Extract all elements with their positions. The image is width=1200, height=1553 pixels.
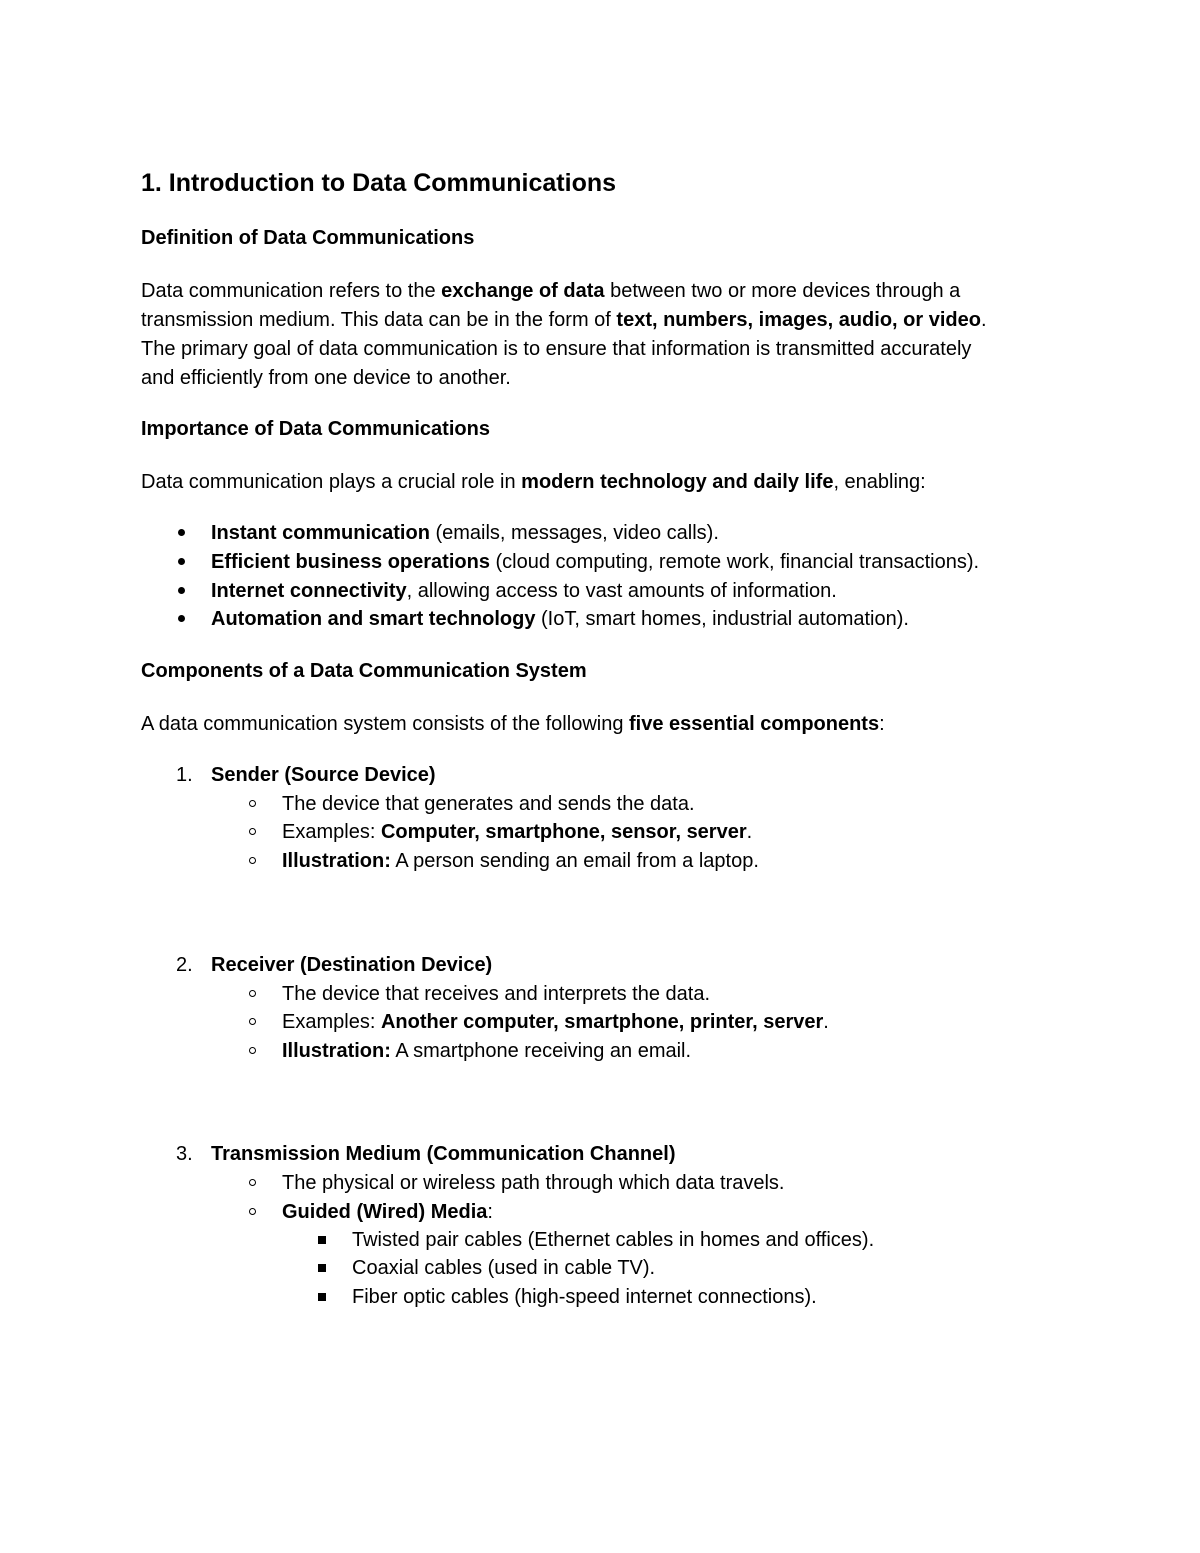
component-title: Receiver (Destination Device)	[211, 954, 493, 976]
importance-heading: Importance of Data Communications	[141, 418, 490, 440]
page-title: 1. Introduction to Data Communications	[141, 169, 617, 197]
circle-bullet-icon	[249, 1018, 256, 1025]
bullet-icon	[178, 587, 185, 594]
importance-bullet: Internet connectivity, allowing access to vast amounts of information.	[211, 580, 837, 602]
circle-bullet-icon	[249, 857, 256, 864]
bullet-icon	[178, 558, 185, 565]
definition-line-4: and efficiently from one device to another.	[141, 367, 511, 389]
component-title: Sender (Source Device)	[211, 764, 436, 786]
guided-media-item: Coaxial cables (used in cable TV).	[352, 1257, 656, 1279]
bullet-icon	[178, 529, 185, 536]
components-intro: A data communication system consists of the following five essential components:	[141, 713, 885, 735]
square-bullet-icon	[318, 1293, 326, 1301]
definition-line-1: Data communication refers to the exchange of data between two or more devices through a	[141, 280, 961, 302]
circle-bullet-icon	[249, 1208, 256, 1215]
circle-bullet-icon	[249, 800, 256, 807]
component-illustration: Illustration: A smartphone receiving an email.	[282, 1040, 692, 1062]
definition-line-3: The primary goal of data communication is to ensure that information is transmitted accurately	[141, 338, 972, 360]
circle-bullet-icon	[249, 990, 256, 997]
component-description: The physical or wireless path through which data travels.	[282, 1172, 785, 1194]
circle-bullet-icon	[249, 1047, 256, 1054]
guided-media-label: Guided (Wired) Media:	[282, 1201, 493, 1223]
importance-bullet: Instant communication (emails, messages, video calls).	[211, 522, 719, 544]
component-description: The device that generates and sends the data.	[282, 793, 695, 815]
component-examples: Examples: Computer, smartphone, sensor, server.	[282, 821, 753, 843]
guided-media-item: Fiber optic cables (high-speed internet connections).	[352, 1286, 817, 1308]
importance-intro: Data communication plays a crucial role in modern technology and daily life, enabling:	[141, 471, 926, 493]
circle-bullet-icon	[249, 828, 256, 835]
bullet-icon	[178, 615, 185, 622]
component-number: 3.	[176, 1143, 193, 1165]
component-title: Transmission Medium (Communication Channel)	[211, 1143, 676, 1165]
components-heading: Components of a Data Communication System	[141, 660, 587, 682]
component-illustration: Illustration: A person sending an email from a laptop.	[282, 850, 759, 872]
definition-heading: Definition of Data Communications	[141, 227, 475, 249]
component-examples: Examples: Another computer, smartphone, printer, server.	[282, 1011, 829, 1033]
circle-bullet-icon	[249, 1179, 256, 1186]
square-bullet-icon	[318, 1264, 326, 1272]
square-bullet-icon	[318, 1236, 326, 1244]
guided-media-item: Twisted pair cables (Ethernet cables in homes and offices).	[352, 1229, 875, 1251]
definition-line-2: transmission medium. This data can be in the form of text, numbers, images, audio, or video.	[141, 309, 987, 331]
component-number: 2.	[176, 954, 193, 976]
importance-bullet: Efficient business operations (cloud computing, remote work, financial transactions).	[211, 551, 980, 573]
component-description: The device that receives and interprets the data.	[282, 983, 711, 1005]
importance-bullet: Automation and smart technology (IoT, smart homes, industrial automation).	[211, 608, 909, 630]
component-number: 1.	[176, 764, 193, 786]
